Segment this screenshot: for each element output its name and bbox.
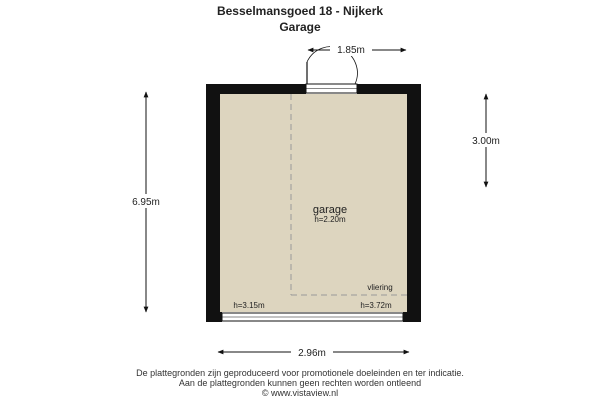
wall-bottom-left-stub <box>206 312 222 322</box>
disclaimer-line-2: Aan de plattegronden kunnen geen rechten worden ontleend <box>178 378 422 388</box>
copyright-line: © www.vistaview.nl <box>261 388 339 398</box>
garage-door <box>222 313 403 321</box>
wall-bottom-right-stub <box>403 312 421 322</box>
wall-top-left <box>206 84 306 94</box>
height-right-label: h=3.72m <box>360 301 392 310</box>
total-depth-label: 6.95m <box>132 197 160 208</box>
right-depth-label: 3.00m <box>472 136 500 147</box>
wall-left <box>206 84 220 322</box>
loft-label: vliering <box>367 283 393 292</box>
height-left-label: h=3.15m <box>233 301 265 310</box>
total-width-label: 2.96m <box>298 348 326 359</box>
room-height-label: h=2.20m <box>314 215 346 224</box>
disclaimer <box>0 368 600 398</box>
address-title: Besselmansgoed 18 - Nijkerk <box>216 4 384 18</box>
room-label: garage <box>312 204 348 216</box>
disclaimer-line-1: De plattegronden zijn geproduceerd voor promotionele doeleinden en ter indicatie. <box>136 368 464 378</box>
door-width-label: 1.85m <box>337 45 365 56</box>
wall-right <box>407 84 421 322</box>
garage-floor <box>220 94 407 312</box>
floor-title: Garage <box>279 20 321 34</box>
